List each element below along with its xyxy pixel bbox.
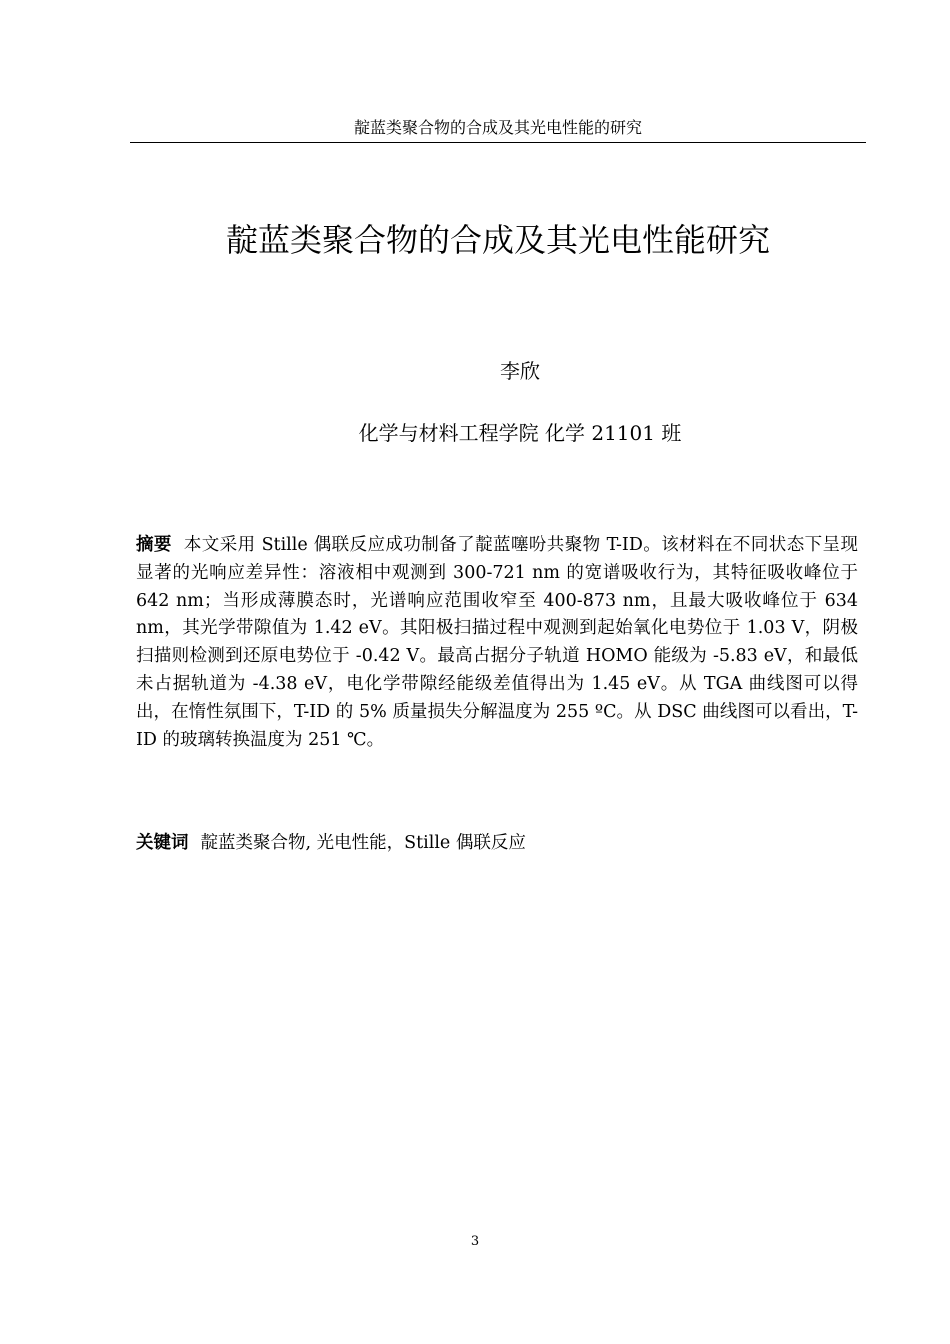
running-header bbox=[130, 118, 866, 143]
keywords-label: 关键词 bbox=[136, 833, 189, 853]
abstract-label: 摘要 bbox=[136, 535, 172, 555]
running-header-title: 靛蓝类聚合物的合成及其光电性能的研究 bbox=[353, 118, 642, 137]
page-number: 3 bbox=[470, 1234, 480, 1249]
abstract-text: 本文采用 Stille 偶联反应成功制备了靛蓝噻吩共聚物 T-ID。该材料在不同状态下呈现显著的光响应差异性：溶液相中观测到 300-721 nm 的宽谱吸收行为，其特征吸收峰位于 642 nm；当形成薄膜态时，光谱响应范围收窄至 400-873 nm，且最大吸收峰位于 634 nm，其光学带隙值为 1.42 eV。其阳极扫描过程中观测到起始氧化电势位于 1.03 V，阴极扫描则检测到还原电势位于 -0.42 V。最高占据分子轨道 HOMO 能级为 -5.83 eV，和最低未占据轨道为 -4.38 eV，电化学带隙经能级差值得出为 1.45 eV。从 TGA 曲线图可以得出，在惰性氛围下，T-ID 的 5% 质量损失分解温度为 255 ºC。从 DSC 曲线图可以看出，T-ID 的玻璃转换温度为 251 ℃。 bbox=[136, 535, 858, 750]
abstract bbox=[136, 532, 858, 754]
keywords bbox=[136, 830, 858, 858]
keywords-text: 靛蓝类聚合物, 光电性能，Stille 偶联反应 bbox=[200, 833, 526, 853]
author-name: 李欣 bbox=[500, 359, 540, 383]
author-affiliation: 化学与材料工程学院 化学 21101 班 bbox=[358, 421, 682, 445]
paper-title: 靛蓝类聚合物的合成及其光电性能研究 bbox=[225, 221, 770, 259]
